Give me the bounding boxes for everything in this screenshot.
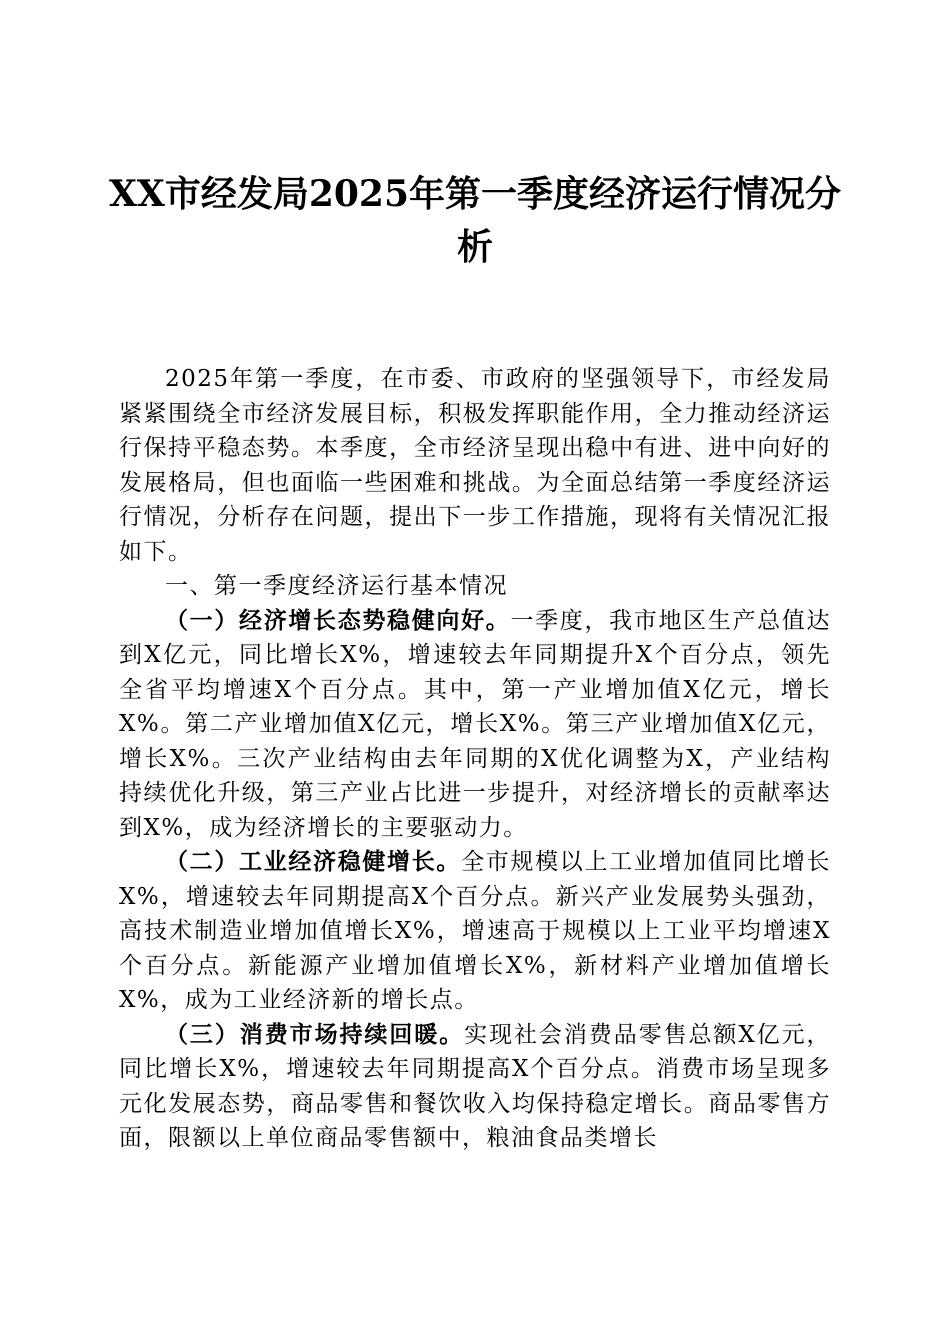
subsection-heading-2: （二）工业经济稳健增长。 (165, 848, 462, 875)
document-title (100, 168, 850, 274)
subsection-paragraph-1 (119, 604, 831, 846)
section-heading-1: 一、第一季度经济运行基本情况 (165, 573, 508, 599)
subsection-text-3: 实现社会消费品零售总额X亿元，同比增长X%，增速较去年同期提高X个百分点。消费市场呈现多元化发展态势，商品零售和餐饮收入均保持稳定增长。商品零售方面，限额以上单位商品零售额中，粮油食品类增长 (119, 1021, 832, 1151)
subsection-text-2: 全市规模以上工业增加值同比增长X%，增速较去年同期提高X个百分点。新兴产业发展势头强劲，高技术制造业增加值增长X%，增速高于规模以上工业平均增速X个百分点。新能源产业增加值增长X%，新材料产业增加值增长X%，成为工业经济新的增长点。 (119, 849, 832, 1013)
intro-paragraph: 2025年第一季度，在市委、市政府的坚强领导下，市经发局紧紧围绕全市经济发展目标，积极发挥职能作用，全力推动经济运行保持平稳态势。本季度，全市经济呈现出稳中有进、进中向好的发展格局，但也面临一些困难和挑战。为全面总结第一季度经济运行情况，分析存在问题，提出下一步工作措施，现将有关情况汇报如下。 (119, 366, 831, 565)
document-body (119, 362, 831, 1156)
subsection-paragraph-3 (119, 1018, 831, 1156)
subsection-text-1: 一季度，我市地区生产总值达到X亿元，同比增长X%，增速较去年同期提升X个百分点，领先全省平均增速X个百分点。其中，第一产业增加值X亿元，增长X%。第二产业增加值X亿元，增长X%。第三产业增加值X亿元，增长X%。三次产业结构由去年同期的X优化调整为X，产业结构持续优化升级，第三产业占比进一步提升，对经济增长的贡献率达到X%，成为经济增长的主要驱动力。 (119, 607, 832, 841)
document-title-line-2: 析 (456, 226, 493, 268)
subsection-heading-3: （三）消费市场持续回暖。 (165, 1020, 465, 1048)
document-title-line-1: XX市经发局2025年第一季度经济运行情况分 (108, 173, 842, 215)
subsection-heading-1: （一）经济增长态势稳健向好。 (165, 606, 511, 634)
subsection-paragraph-2 (119, 845, 831, 1018)
